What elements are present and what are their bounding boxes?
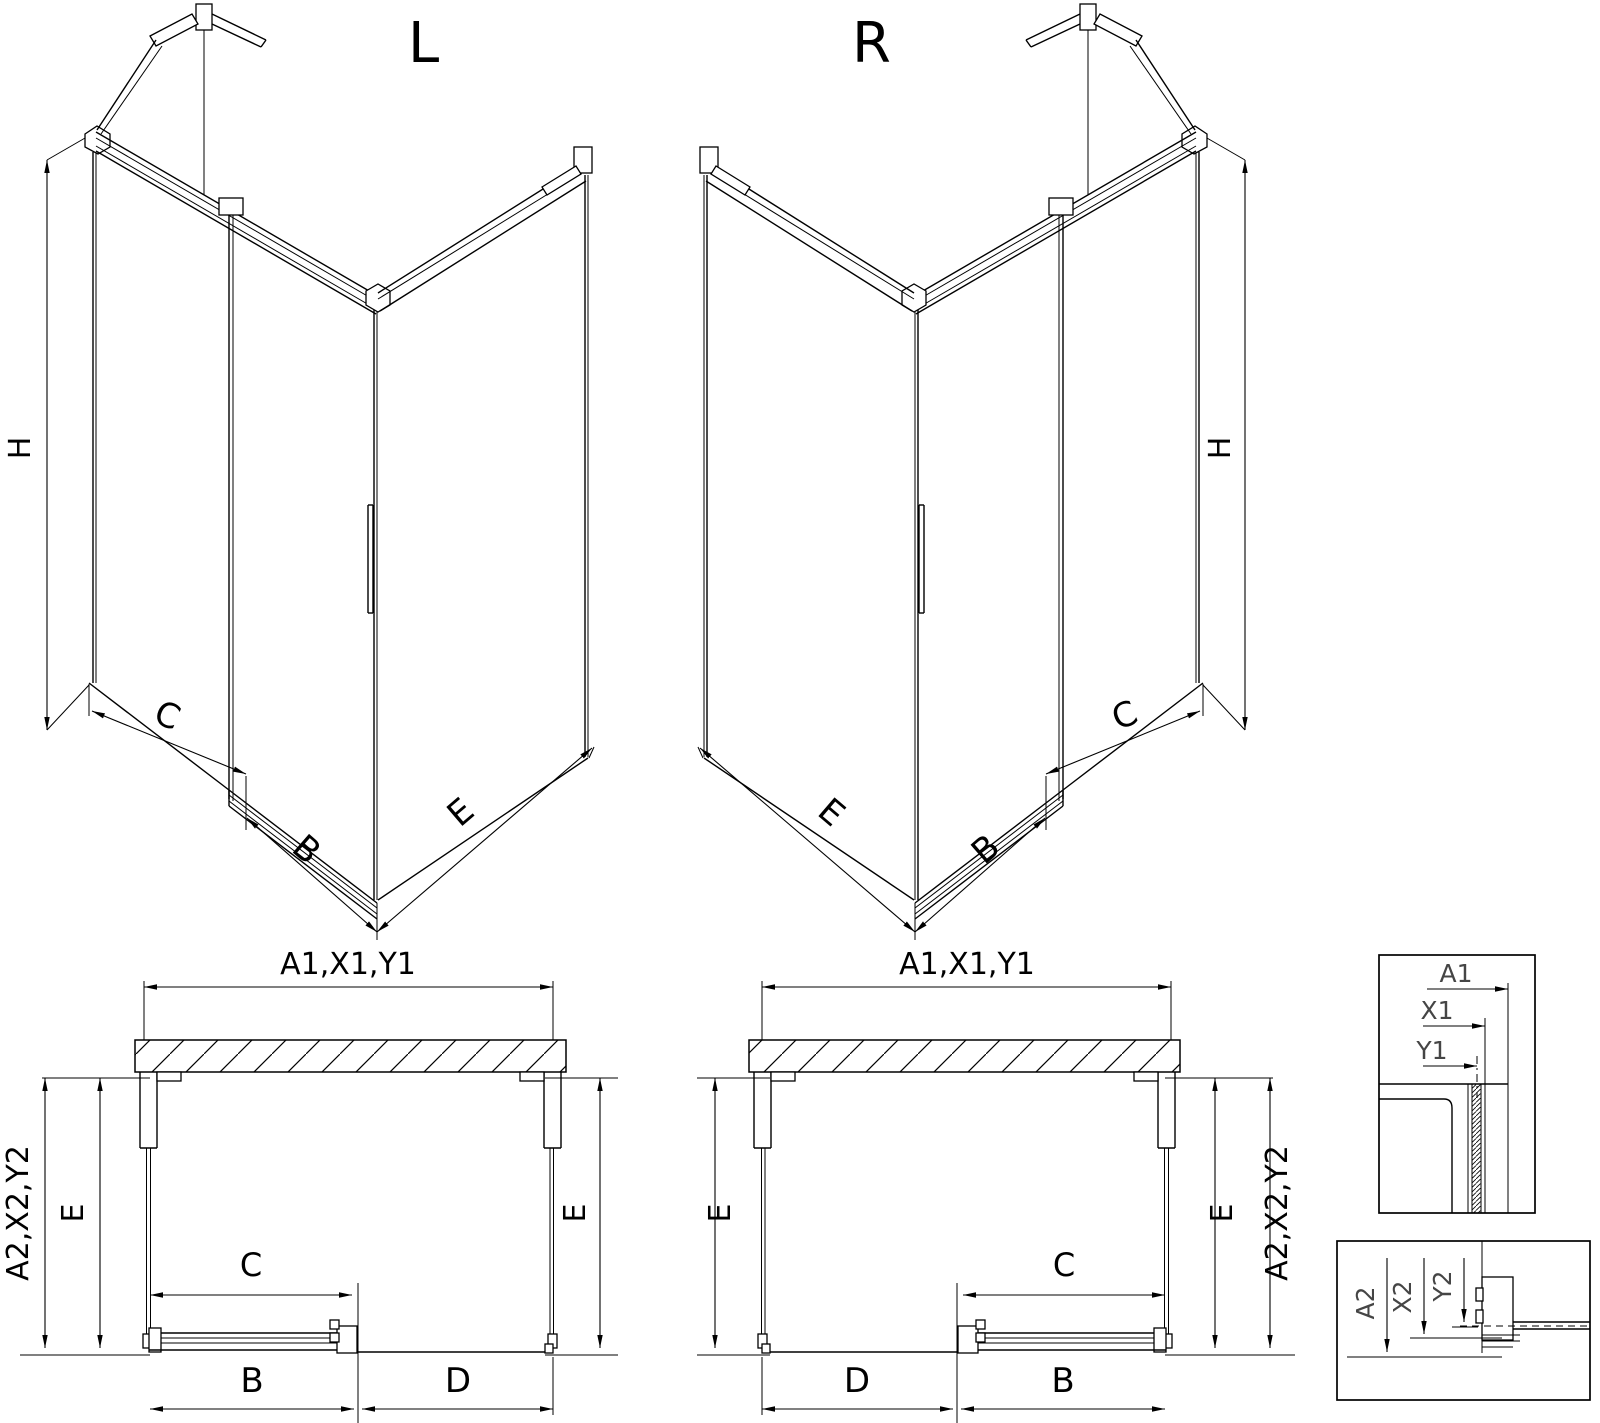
iso-view-right xyxy=(698,4,1245,940)
iso-left-dim-c-label: C xyxy=(148,692,186,739)
iso-right-dim-e-label: E xyxy=(809,790,853,835)
iso-right-geometry xyxy=(698,4,1245,940)
plan-right-dim-e-left-label: E xyxy=(703,1203,738,1223)
plan-left-dim-b-label: B xyxy=(240,1361,264,1401)
iso-right-title: R xyxy=(852,11,891,76)
plan-left-wall-hatch xyxy=(135,1040,566,1072)
plan-right-dim-b-label: B xyxy=(1051,1361,1075,1401)
plan-left-dim-a2-label: A2,X2,Y2 xyxy=(1,1145,36,1281)
detail-view-top xyxy=(1379,955,1535,1213)
detail-bottom-dim-y2-label: Y2 xyxy=(1428,1270,1457,1302)
plan-left-dim-d-label: D xyxy=(444,1361,472,1401)
iso-right-dim-b-label: B xyxy=(963,826,1008,873)
iso-right-dim-c-label: C xyxy=(1106,692,1144,739)
detail-top-dim-a1-label: A1 xyxy=(1439,959,1473,988)
iso-left-dim-h-label: H xyxy=(3,436,38,460)
plan-right-dim-c-label: C xyxy=(1052,1246,1076,1284)
detail-bottom-dim-x2-label: X2 xyxy=(1388,1280,1417,1314)
detail-bottom-dim-a2-label: A2 xyxy=(1351,1286,1380,1320)
plan-left-dim-a1-label: A1,X1,Y1 xyxy=(280,947,416,982)
iso-left-title: L xyxy=(408,11,440,76)
plan-left-dim-e-right-label: E xyxy=(558,1203,593,1223)
plan-left-dim-e-left-label: E xyxy=(56,1203,91,1223)
plan-view-left xyxy=(1,947,618,1423)
detail-top-dim-x1-label: X1 xyxy=(1420,996,1454,1025)
iso-view-left xyxy=(3,4,594,940)
plan-view-right xyxy=(697,947,1295,1423)
detail-view-bottom xyxy=(1337,1241,1590,1400)
plan-right-dim-a2-label: A2,X2,Y2 xyxy=(1260,1145,1295,1281)
plan-right-dim-a1-label: A1,X1,Y1 xyxy=(899,947,1035,982)
plan-right-dim-d-label: D xyxy=(843,1361,871,1401)
iso-left-dim-b-label: B xyxy=(284,826,329,873)
plan-right-wall-hatch xyxy=(749,1040,1180,1072)
detail-top-glass-section xyxy=(1472,1084,1481,1213)
plan-left-dim-c-label: C xyxy=(239,1246,263,1284)
plan-right-dim-e-right-label: E xyxy=(1205,1203,1240,1223)
detail-top-dim-y1-label: Y1 xyxy=(1416,1036,1448,1065)
iso-left-dim-e-label: E xyxy=(439,790,483,835)
iso-right-dim-h-label: H xyxy=(1203,436,1238,460)
